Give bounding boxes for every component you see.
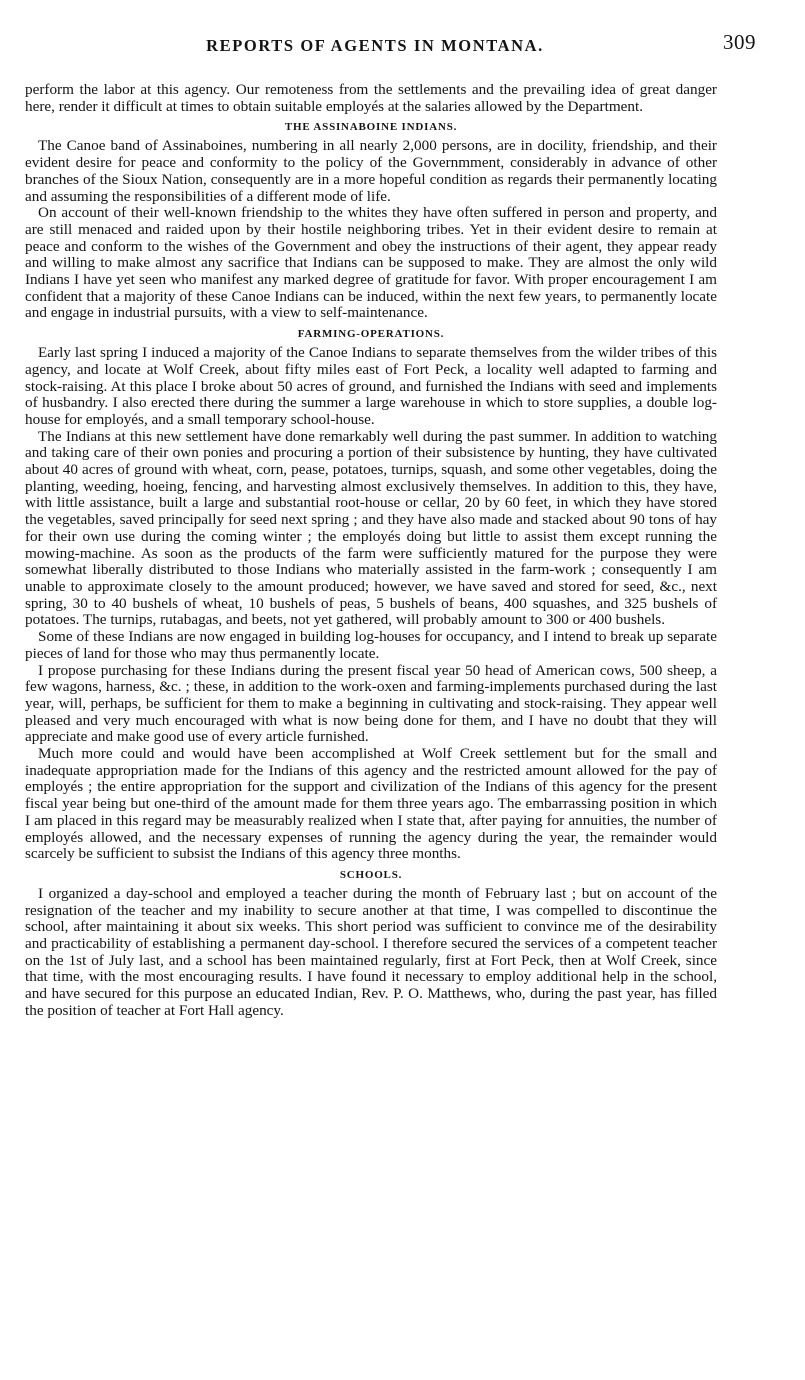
paragraph: The Indians at this new settlement have done remarkably well during the past summer. In addition to watching and taking care of their own ponies and procuring a portion of their subsistence by hunting, they have cultivated about 40 acres of ground with wheat, corn, pease, potatoes, turnips, squash, and some other vegetables, doing the planting, weeding, hoeing, fencing, and harvesting almost exclusively themselves. In addition to this, they have, with little assistance, built a large and substantial root-house or cellar, 20 by 60 feet, in which they have stored the vegetables, saved principally for seed next spring ; and they have also made and stacked about 90 tons of hay for their own use during the coming winter ; the employés doing but little to assist them except running the mowing-machine. As soon as the products of the farm were sufficiently matured for the purpose they were somewhat liberally distributed to those Indians who materially assisted in the farm-work ; consequently I am unable to approximate closely to the amount produced; however, we have saved and stored for seed, &c., next spring, 30 to 40 bushels of wheat, 10 bushels of peas, 5 bushels of beans, 400 squashes, and 325 bushels of potatoes. The turnips, rutabagas, and beets, not yet gathered, will probably amount to 300 or 400 bushels. xyxy=(25,427,717,629)
section-heading-schools: SCHOOLS. xyxy=(339,868,403,881)
section-heading-assinaboine: THE ASSINABOINE INDIANS. xyxy=(284,121,458,134)
intro-paragraph: perform the labor at this agency. Our remoteness from the settlements and the prevailing idea of great danger here, render it difficult at times to obtain suitable employés at the salaries allowed by the Department. xyxy=(25,81,717,115)
paragraph: Some of these Indians are now engaged in building log-houses for occupancy, and I intend to break up separate pieces of land for those who may thus permanently locate. xyxy=(25,628,717,662)
page-header xyxy=(30,28,756,64)
running-title: REPORTS OF AGENTS IN MONTANA. xyxy=(206,36,544,55)
page-number: 309 xyxy=(723,30,756,54)
paragraph: I organized a day-school and employed a teacher during the month of February last ; but on account of the resignation of the teacher and my inability to secure another at that time, I was compelled to discontinue the school, after maintaining it about six weeks. This short period was sufficient to convince me of the desirability and practicability of establishing a permanent day-school. I therefore secured the services of a competent teacher on the 1st of July last, and a school has been maintained regularly, first at Fort Peck, then at Wolf Creek, since that time, with the most encouraging results. I have found it necessary to employ additional help in the school, and have secured for this purpose an educated Indian, Rev. P. O. Matthews, who, during the past year, has filled the position of teacher at Fort Hall agency. xyxy=(25,884,717,1019)
paragraph: The Canoe band of Assinaboines, numbering in all nearly 2,000 persons, are in docility, friendship, and their evident desire for peace and conformity to the policy of the Governmment, considerably in advance of other branches of the Sioux Nation, consequently are in a more hopeful condition as regards their permanently locating and assuming the responsibilities of a different mode of life. xyxy=(25,137,717,205)
paragraph: Much more could and would have been accomplished at Wolf Creek settlement but for the small and inadequate appropriation made for the Indians of this agency and the restricted amount allowed for the pay of employés ; the entire appropriation for the support and civilization of the Indians of this agency for the present fiscal year being but one-third of the amount made for them three years ago. The embarrassing position in which I am placed in this regard may be measurably realized when I state that, after paying for annuities, the number of employés allowed, and the necessary expenses of running the agency during the year, the remainder would scarcely be sufficient to subsist the Indians of this agency three months. xyxy=(25,745,717,863)
paragraph: On account of their well-known friendship to the whites they have often suffered in person and property, and are still menaced and raided upon by their hostile neighboring tribes. Yet in their evident desire to remain at peace and conform to the wishes of the Government and obey the instructions of their agent, they appear ready and willing to make almost any sacrifice that Indians can be supposed to make. They are almost the only wild Indians I have yet seen who manifest any marked degree of gratitude for favor. With proper encouragement I am confident that a majority of these Canoe Indians can be induced, within the next few years, to permanently locate and engage in industrial pursuits, with a view to self-maintenance. xyxy=(25,204,717,322)
document-body xyxy=(25,82,717,1020)
paragraph: Early last spring I induced a majority of the Canoe Indians to separate themselves from the wilder tribes of this agency, and locate at Wolf Creek, about fifty miles east of Fort Peck, a locality well adapted to farming and stock-raising. At this place I broke about 50 acres of ground, and furnished the Indians with seed and implements of husbandry. I also erected there during the summer a large warehouse in which to store supplies, a double log-house for employés, and a small temporary school-house. xyxy=(25,344,717,428)
section-heading-farming-operations: FARMING-OPERATIONS. xyxy=(297,328,445,341)
paragraph: I propose purchasing for these Indians during the present fiscal year 50 head of American cows, 500 sheep, a few wagons, harness, &c. ; these, in addition to the work-oxen and farming-implements purchased during the last year, will, perhaps, be sufficient for them to make a beginning in cultivating and stock-raising. They appear well pleased and very much encouraged with what is now being done for them, and I have no doubt that they will appreciate and make good use of every article furnished. xyxy=(25,661,717,746)
